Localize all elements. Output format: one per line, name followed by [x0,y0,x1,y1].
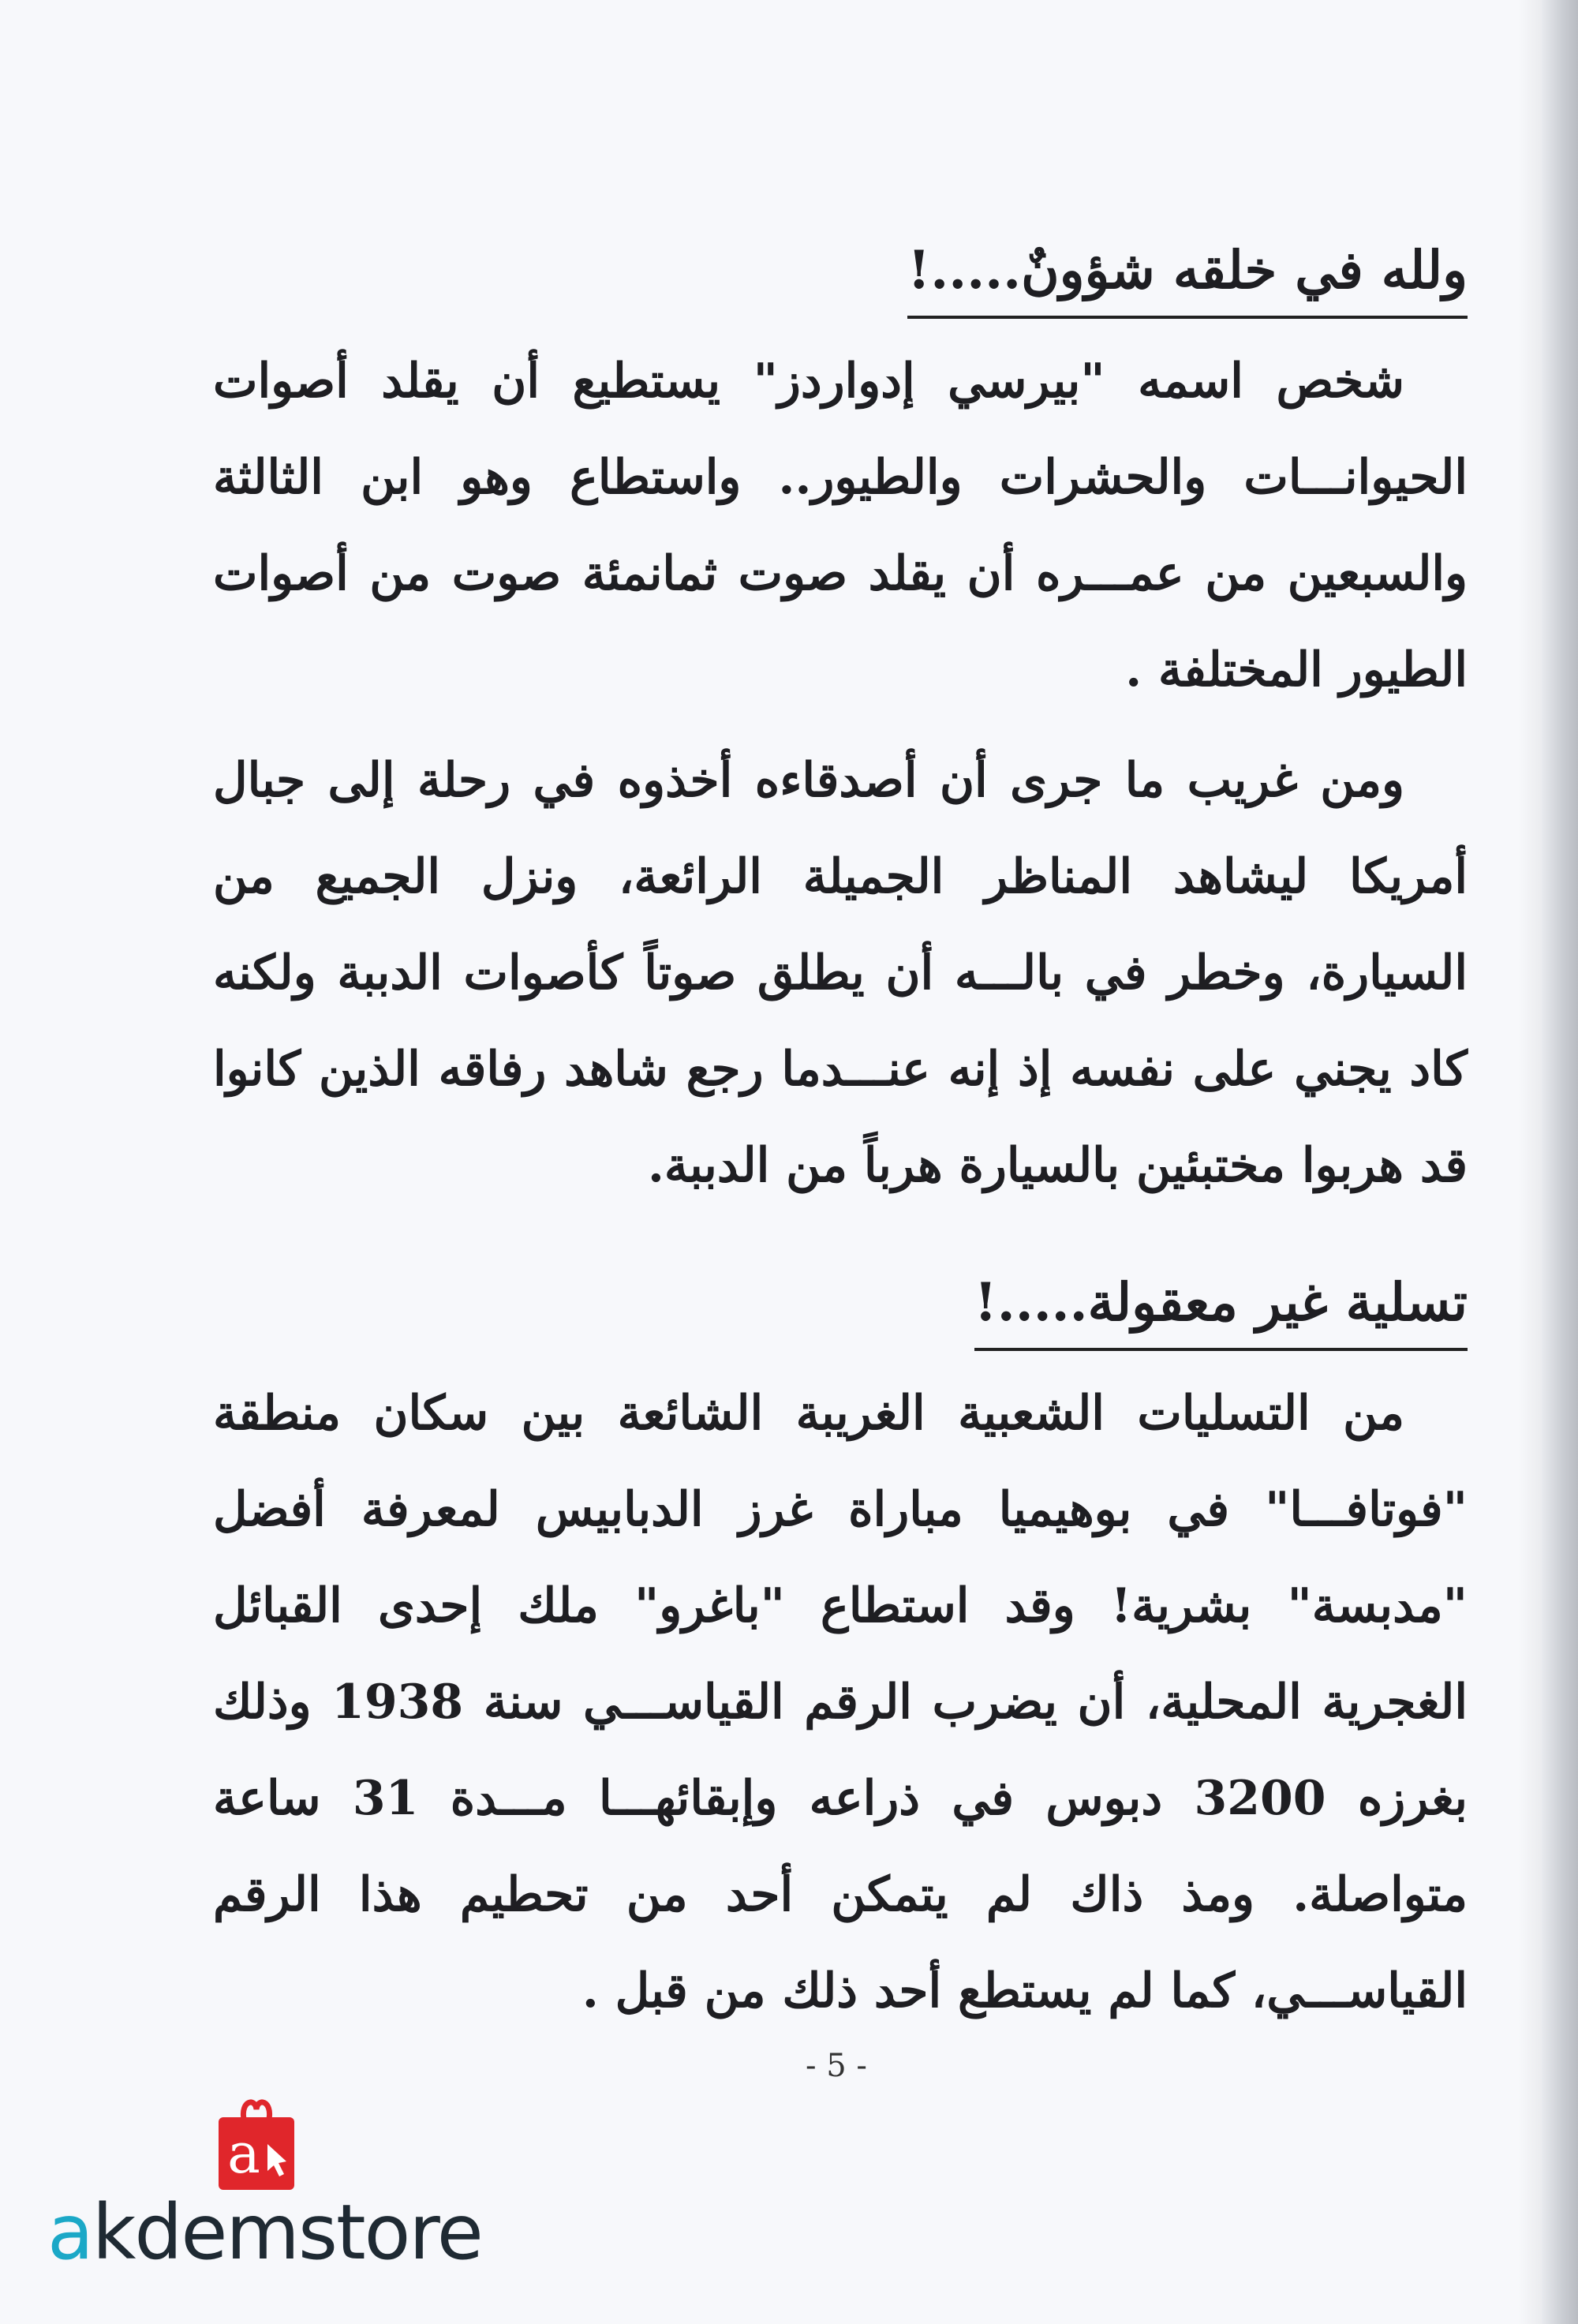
page-shadow [1518,0,1542,2324]
page-number: - 5 - [806,2048,867,2084]
logo-wordmark [47,2188,482,2277]
logo-text-rest: kdemstore [92,2188,482,2277]
paragraph-3: من التسليات الشعبية الغريبة الشائعة بين سكان منطقة "فوتافـــا" في بوهيميا مباراة غرز الدبابيس لمعرفة أفضل "مدبسة" بشرية! وقد استطاع "باغرو" ملك إحدى القبائل الغجرية المحلية، أن يضرب الرقم القياســـي سنة 1938 وذلك بغرزه 3200 دبوس في ذراعه وإبقائهـــا مـــدة 31 ساعة متواصلة. ومذ ذاك لم يتمكن أحد من تحطيم هذا الرقم القياســـي، كما لم يستطع أحد ذلك من قبل . [213,1385,1468,2019]
page-content [213,237,1468,2039]
section-title-1: ولله في خلقه شؤونٌ.....! [907,237,1468,319]
section-2 [213,1269,1468,1351]
logo-mark-letter: a [227,2121,260,2186]
logo-text-a: a [47,2188,92,2277]
akdemstore-logo [47,2095,489,2277]
shopping-bag-logo-icon [209,2095,304,2194]
paragraph-2: ومن غريب ما جرى أن أصدقاءه أخذوه في رحلة إلى جبال أمريكا ليشاهد المناظر الجميلة الرائعة، ونزل الجميع من السيارة، وخطر في بالـــه أن يطلق صوتاً كأصوات الدببة ولكنه كاد يجني على نفسه إذ إنه عنـــدما رجع شاهد رفاقه الذين كانوا قد هربوا مختبئين بالسيارة هرباً من الدببة. [213,752,1468,1193]
page-edge [1542,0,1578,2324]
paragraph-1: شخص اسمه "بيرسي إدواردز" يستطيع أن يقلد أصوات الحيوانـــات والحشرات والطيور.. واستطاع وهو ابن الثالثة والسبعين من عمـــره أن يقلد صوت ثمانمئة صوت من أصوات الطيور المختلفة . [213,353,1468,698]
section-1 [213,237,1468,319]
section-title-2: تسلية غير معقولة.....! [974,1269,1468,1351]
